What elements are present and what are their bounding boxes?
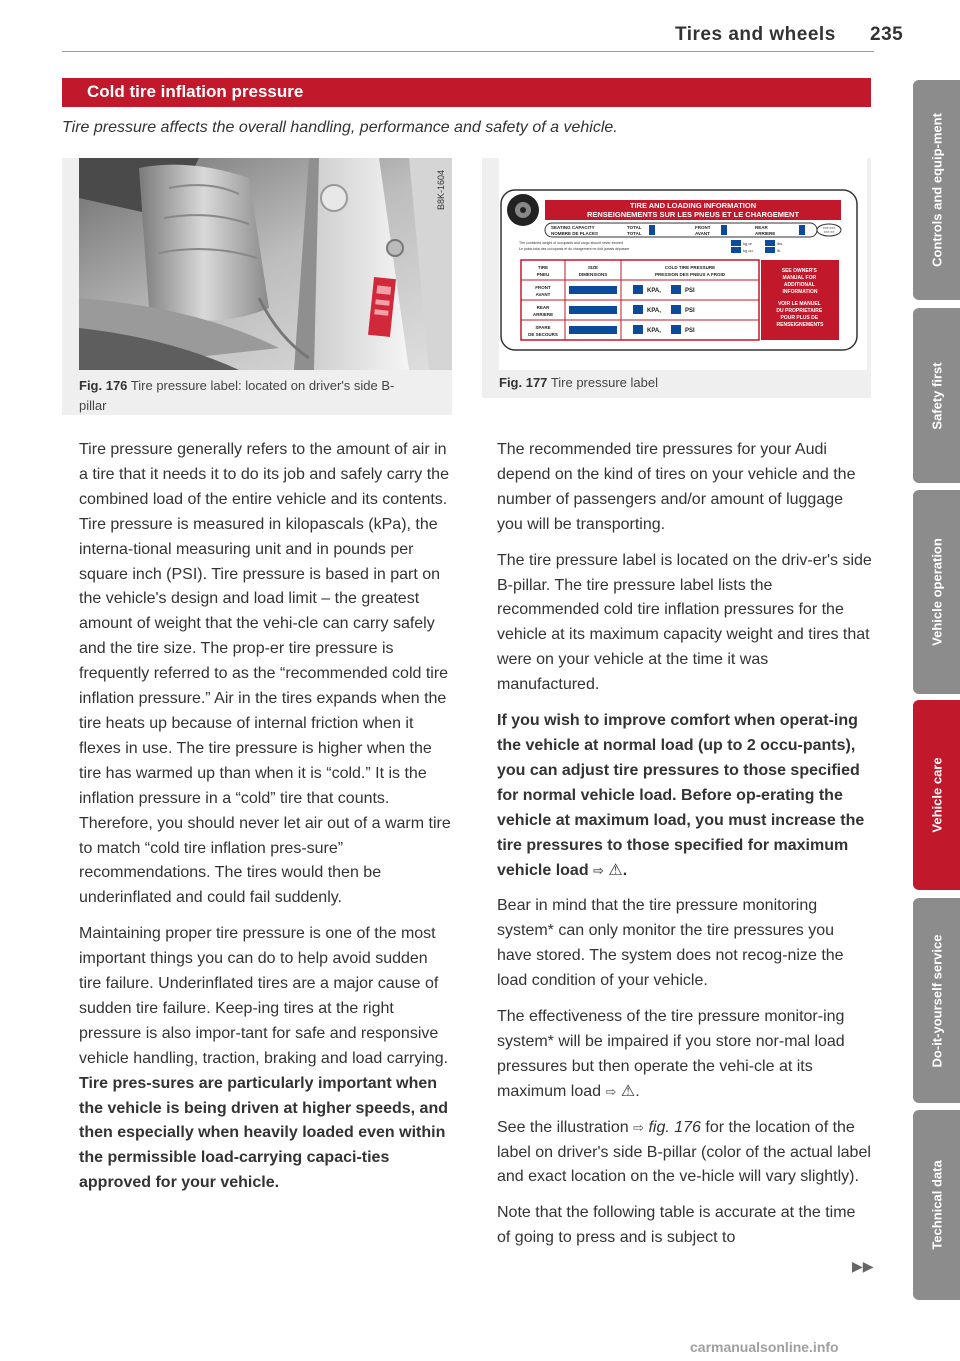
tab-do-it-yourself-service[interactable] [913,898,960,1103]
label-front-fr: AVANT [695,231,710,236]
right-paragraph-2: The tire pressure label is located on the driv-er's side B-pillar. The tire pressure label lists the recommended cold tire inflation pressures for the vehicle at its maximum capacity weight and tires that were on your vehicle at the time it was manufactured. [497,551,872,694]
figure-177-caption-text: Tire pressure label [550,375,658,390]
see-arrow-icon: ⇨ [605,1083,617,1099]
left-paragraph-2-bold: Tire pres-sures are particularly important when the vehicle is being driven at higher speeds, and then especially when heavily loaded even within the permissible load-carrying capaci-ties approved for your vehicle. [79,1074,448,1192]
right-paragraph-5-text: The effectiveness of the tire pressure monitor-ing system* will be impaired if you store nor-mal load pressures but then operate the vehi-cle at its maximum load [497,1008,845,1100]
label-total-fr: TOTAL [627,231,642,236]
left-paragraph-2 [79,922,454,1196]
tab-label: Controls and equip-ment [929,113,944,267]
tire-label-graphic [499,158,867,370]
label-col-size: SIZE [587,265,599,270]
right-paragraph-4: Bear in mind that the tire pressure monitoring system* can only monitor the tire pressures you have stored. The system does not recog-nize the load condition of your vehicle. [497,897,844,990]
label-psi-1: PSI [685,288,695,294]
label-total: TOTAL [627,225,642,230]
label-seating-fr: NOMBRE DE PLACES [551,231,599,236]
label-kpa-1: KPA, [647,288,661,294]
see-arrow-icon: ⇨ [633,1119,644,1135]
tab-vehicle-operation[interactable] [913,490,960,694]
label-title-en: TIRE AND LOADING INFORMATION [629,201,757,210]
figure-176-code: B8K-1604 [436,170,446,211]
tab-label: Technical data [929,1160,944,1250]
label-kpa-3: KPA, [647,328,661,334]
label-lb: lb. [777,248,782,253]
right-paragraph-3-text: If you wish to improve comfort when operat-ing the vehicle at normal load (up to 2 occu-pants), you can adjust tire pressures to those specified for normal vehicle load. Before op-erating the vehicle at maximum load, you must increase the tire pressures to those specified for maximum vehicle load [497,712,865,879]
label-kpa-2: KPA, [647,308,661,314]
right-paragraph-1: The recommended tire pressures for your Audi depend on the kind of tires on your vehicle and the number of passengers and/or amount of luggage you will be transporting. [497,441,856,533]
label-row-spare: SPARE [535,325,551,330]
figure-176-caption-text-line2: pillar [79,398,107,413]
figure-176-link[interactable]: fig. 176 [648,1118,701,1136]
label-lbs: lbs. [777,241,784,246]
label-seating-en: SEATING CAPACITY [551,225,595,230]
right-paragraph-6-after: for the location of the label on driver's side B-pillar (color of the actual label and exact location on the ve-hicle will vary slightly). [497,1118,871,1186]
section-title-bar [62,78,871,107]
label-kg-or: kg or [743,241,752,246]
tab-label: Do-it-yourself service [929,934,944,1067]
label-row-front: FRONT [535,285,551,290]
label-combined-fr: Le poids total des occupants et du chargement ne doit jamais dépasser [519,247,630,251]
label-kg-ou: kg ou [743,248,753,253]
watermark: carmanualsonline.info [690,1339,839,1355]
tab-label: Safety first [929,361,944,430]
warning-icon[interactable]: ⚠ [608,861,623,879]
label-owner-fr: VOIR LE MANUEL DU PROPRIETAIRE POUR PLUS DE RENSEIGNEMENTS [776,301,824,328]
figure-176-caption-text-line1: Tire pressure label: located on driver's side B- [130,378,395,393]
label-owner-en: SEE OWNER'S MANUAL FOR ADDITIONAL INFORMATION [781,268,818,295]
label-col-size-fr: DIMENSIONS [578,272,608,277]
right-paragraph-3: If you wish to improve comfort when operat-ing the vehicle at normal load (up to 2 occu-pants), you can adjust tire pressures to those specified for normal vehicle load. Before op-erating the vehicle at maximum load, you must increase the tire pressures to those specified for maximum vehicle load ⇨ ⚠. [497,712,865,879]
see-arrow-icon: ⇨ [593,862,604,878]
section-intro: Tire pressure affects the overall handling, performance and safety of a vehicle. [62,119,618,136]
tab-controls-and-equipment[interactable] [913,80,960,300]
label-row-spare-fr: DE SECOURS [528,332,558,337]
label-col-cold: COLD TIRE PRESSURE [664,265,716,270]
left-paragraph-1: Tire pressure generally refers to the amount of air in a tire that it needs it to do its job and safely carry the combined load of the entire vehicle and its contents. Tire pressure is measured in kilopascals (kPa), the interna-tional measuring unit and in pounds per square inch (PSI). Tire pressure is based in part on the vehicle's design and load limit – the greatest amount of weight that the vehi-cle can carry safely and the tire size. The prop-er tire pressure is frequently referred to as the “recommended cold tire inflation pressure.” Air in the tires expands when the tire heats up because of internal friction when it flexes in use. The tire pressure is higher when the tire has warmed up than when it is “cold.” It is the inflation pressure in a “cold” tire that counts. Therefore, you should never let air out of a warm tire to match “cold tire inflation pres-sure” recommendations. The tires would then be underinflated and could fail suddenly. [79,441,451,907]
label-rear: REAR [755,225,768,230]
figure-176 [62,158,452,415]
figure-176-caption-label: Fig. 176 [79,378,128,393]
right-paragraph-5: The effectiveness of the tire pressure monitor-ing system* will be impaired if you store nor-mal load pressures but then operate the vehi-cle at its maximum load ⇨ ⚠. [497,1008,845,1100]
left-column [79,438,454,1207]
label-title-fr: RENSEIGNEMENTS SUR LES PNEUS ET LE CHARGEMENT [586,210,800,219]
label-col-tire: TIRE [537,265,549,270]
label-col-tire-fr: PNEU [536,272,550,277]
b-pillar-photo [79,158,452,370]
label-psi-3: PSI [685,328,695,334]
tab-vehicle-care[interactable] [913,700,960,890]
section-title: Cold tire inflation pressure [87,82,304,101]
b-pillar-illustration [79,158,452,370]
label-badge-top: XXX XXX [822,226,836,230]
label-psi-2: PSI [685,308,695,314]
right-column [497,438,872,1262]
tire-pressure-label [499,158,867,370]
label-col-cold-fr: PRESSION DES PNEUS A FROID [655,272,725,277]
label-row-front-fr: AVANT [535,292,551,297]
label-rear-fr: ARRIERE [755,231,776,236]
label-row-rear-fr: ARRIERE [532,312,554,317]
label-badge-bottom: XXX XX [823,230,835,234]
label-front: FRONT [695,225,711,230]
tab-technical-data[interactable] [913,1110,960,1300]
right-paragraph-7: Note that the following table is accurate at the time of going to press and is subject to [497,1204,856,1247]
continue-arrow-icon: ▶▶ [852,1258,874,1274]
tab-label: Vehicle operation [929,538,944,646]
page-number: 235 [870,24,904,45]
right-paragraph-6-before: See the illustration [497,1118,629,1136]
label-row-rear: REAR [536,305,550,310]
figure-177-caption-label: Fig. 177 [499,375,548,390]
label-combined-en: The combined weight of occupants and cargo should never exceed [519,241,623,245]
running-header-title: Tires and wheels [675,24,836,45]
header-divider [62,51,874,52]
tab-safety-first[interactable] [913,308,960,483]
right-paragraph-6 [497,1116,872,1191]
warning-icon[interactable]: ⚠ [620,1082,636,1100]
left-paragraph-2-text: Maintaining proper tire pressure is one of the most important things you can do to help avoid sudden tire failure. Underinflated tires are a major cause of sudden tire failure. Keep-ing tires at the right pressure is also impor-tant for safe and responsive vehicle handling, traction, braking and load carrying. [79,925,449,1067]
figure-176-caption [79,376,449,416]
tab-label: Vehicle care [929,757,944,833]
figure-177-caption [499,373,859,393]
